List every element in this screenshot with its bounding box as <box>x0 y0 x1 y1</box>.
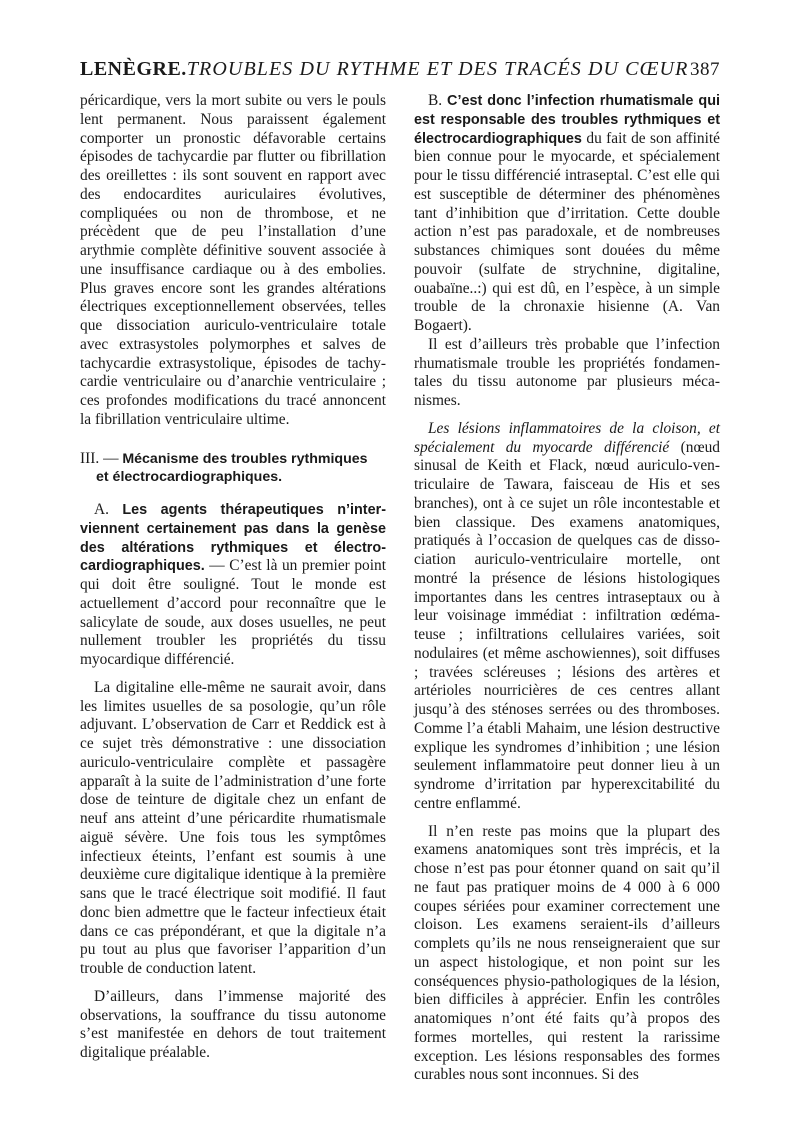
paragraph-italic-lead: Les lésions inflammatoires de la cloison, et spécialement du myocarde différencié <box>414 419 720 456</box>
header-title: TROUBLES DU RYTHME ET DES TRACÉS DU CŒUR <box>186 58 689 80</box>
paragraph-text: (nœud sinusal de Keith et Flack, nœud auriculo-ventriculaire de Tawara, faisceau de His et ses branches), ont à ce sujet un rôle incontestable et bien classique. Des examens anatomiques, pratiqués à l’occasion de quelques cas de dissociation auriculo-ventriculaire mortelle, ont montré la présence de lésions histologiques importantes dans les centres intraseptaux ou à leur voisinage immédiat : infiltration œdémateuse ; infiltrations cellulaires variées, soit nodulaires (et même aschowiennes), soit diffuses ; travées scléreuses ; lésions des artères et artérioles nourricières de ces centres allant jusqu’à des sténoses serrées ou des thromboses. Comme l’a établi Mahaim, une lésion destructive explique les syndromes d’inhibition ; une lésion seulement inflammatoire peut donner lieu à un syndrome d’irritation par hyperexcitabilité du centre enflammé. <box>414 438 720 812</box>
paragraph: péricardique, vers la mort subite ou vers le pouls lent permanent. Nous paraissent également comporter un pronostic défavorable certains épisodes de tachycardie par flutter ou fibrillation des oreillettes : ils sont souvent en rapport avec des endocardites auriculaires évolutives, compliquées ou non de thrombose, et ne précèdent que de peu l’installation d’une arythmie complète définitive souvent associée à une insuffisance cardiaque ou à des embolies. Plus graves encore sont les grandes altérations électriques exceptionnellement observées, telles que dissociation auriculo-ventriculaire totale avec extrasystoles polymorphes et salves de tachycardie extrasystolique, épisodes de tachycardie ventriculaire ou d’anarchie ventriculaire ; ces profondes modifications du tracé annoncent la fibrillation ventriculaire ultime. <box>80 92 386 428</box>
section-title-line1: Mécanisme des troubles rythmiques <box>122 450 368 467</box>
paragraph-b <box>414 92 720 336</box>
paragraph: La digitaline elle-même ne saurait avoir, dans les limites usuelles de sa posologie, qu’un rôle adjuvant. L’observation de Carr et Reddick est à ce sujet très démonstrative : une dissociation auriculo-ventriculaire complète et passagère apparaît à la suite de l’administration d’une forte dose de teinture de digitale chez un enfant de neuf ans atteint d’une péricardite rhumatismale aiguë sévère. Une fois tous les symptômes infectieux éteints, l’enfant est soumis à une deuxième cure digitalique identique à la première sans que le tracé électrique soit modifié. Il faut donc bien admettre que le facteur infectieux était dans ce cas prépondérant, et que la digitale n’a pu tout au plus que favoriser l’apparition d’un trouble de conduction latent. <box>80 678 386 977</box>
right-column <box>414 92 720 1085</box>
paragraph: D’ailleurs, dans l’immense majorité des observations, la souffrance du tissu autonome s’est manifestée en dehors de tout traitement digitalique préalable. <box>80 987 386 1061</box>
paragraph-a-bold: Les agents thérapeutiques n’interviennent certainement pas dans la genèse des altérations rythmiques et électrocardiographiques. <box>80 502 386 575</box>
paragraph: Il est d’ailleurs très probable que l’infection rhumatismale trouble les propriétés fondamentales du tissu autonome par plusieurs mécanismes. <box>414 335 720 409</box>
header-author: LENÈGRE. <box>80 58 187 80</box>
paragraph-a-text: — C’est là un premier point qui doit être souligné. Tout le monde est actuellement d’accord pour reconnaître que le salicylate de soude, aux doses usuelles, ne peut nullement troubler les propriétés du tissu myocardique différencié. <box>80 557 386 668</box>
left-column <box>80 92 386 1063</box>
section-title-line2: et électrocardiographiques. <box>96 469 283 486</box>
section-heading <box>80 450 386 488</box>
paragraph-b-text: du fait de son affinité bien connue pour le myocarde, et spécialement pour le tissu différencié intraseptal. C’est elle qui est susceptible de déterminer des phénomènes tant d’inhibition que d’irritation. Cette double action n’est pas paradoxale, et de nombreuses substances chimiques sont douées du même pouvoir (sulfate de strychnine, digitaline, ouabaïne..:) qui est dû, en l’espèce, à un simple trouble de la chronaxie hisienne (A. Van Bogaert). <box>414 129 720 334</box>
paragraph-a <box>80 501 386 670</box>
page-number: 387 <box>690 59 720 80</box>
paragraph: Il n’en reste pas moins que la plupart des examens anatomiques sont très imprécis, et la chose n’est pas pour étonner quand on sait qu’il ne faut pas pratiquer moins de 4 000 à 6 000 coupes sériées pour examiner correctement une cloison. Les examens seraient-ils d’ailleurs complets qu’ils ne nous renseigneraient que sur un aspect histologique, et non point sur les conséquences physio-pathologiques de la lésion, bien difficiles à apprécier. Enfin les contrôles anatomiques n’ont été faits qu’à propos des formes mortelles, qui restent la rarissime exception. Les lésions responsables des formes curables nous sont inconnues. Si des <box>414 822 720 1084</box>
paragraph-a-label: A. <box>94 501 109 518</box>
paragraph-b-label: B. <box>428 92 443 109</box>
section-number: III. — <box>80 449 119 467</box>
paragraph-b-bold: C’est donc l’infection rhumatismale qui est responsable des troubles rythmiques et électrocardiographiques <box>414 93 720 147</box>
paragraph <box>414 420 720 814</box>
running-header <box>80 58 720 81</box>
